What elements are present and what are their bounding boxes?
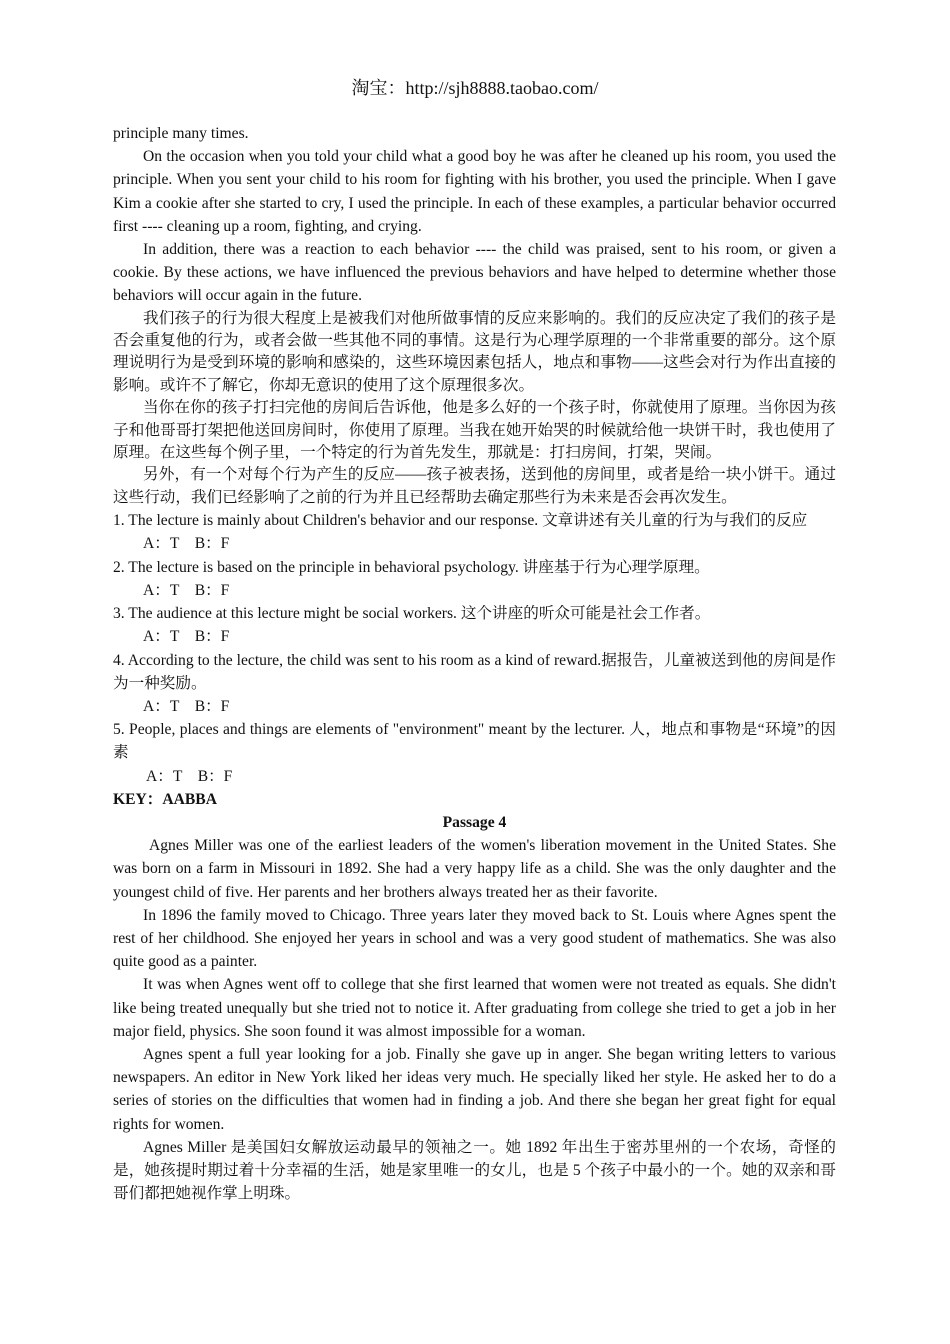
answer-key: KEY：AABBA [113,790,217,808]
paragraph: In 1896 the family moved to Chicago. Three years later they moved back to St. Louis where Agnes spent the rest of her childhood. She enjoyed her years in school and was a very good student of mathematics. She was also quite good as a painter. [113,906,836,971]
page-header: 淘宝：http://sjh8888.taobao.com/ [351,78,599,98]
paragraph: principle many times. [113,125,249,142]
paragraph: On the occasion when you told your child what a good boy he was after he cleaned up his room, you used the principle. When you sent your child to his room for fighting with his brother, you used the principle. When I gave Kim a cookie after she started to cry, I used the principle. In each of these examples, a particular behavior occurred first ---- cleaning up a room, fighting, and crying. [113,148,836,235]
chinese-paragraph: 我们孩子的行为很大程度上是被我们对他所做事情的反应来影响的。我们的反应决定了我们的孩子是否会重复他的行为，或者会做一些其他不同的事情。这是行为心理学原理的一个非常重要的部分。这个原理说明行为是受到环境的影响和感染的，这些环境因素包括人，地点和事物——这些会对行为作出直接的影响。或许不了解它，你却无意识的使用了这个原理很多次。 [113,309,836,394]
question-1: 1. The lecture is mainly about Children's behavior and our response. 文章讲述有关儿童的行为与我们的反应 [113,512,808,530]
chinese-paragraph: 当你在你的孩子打扫完他的房间后告诉他，他是多么好的一个孩子时，你就使用了原理。当你因为孩子和他哥哥打架把他送回房间时，你使用了原理。当我在她开始哭的时候就给他一块饼干时，我也使用了原理。在这些每个例子里，一个特定的行为首先发生，那就是：打扫房间，打架，哭闹。 [113,399,836,462]
question-2-options: A：T B：F [143,581,230,599]
question-3: 3. The audience at this lecture might be social workers. 这个讲座的听众可能是社会工作者。 [113,605,711,623]
chinese-paragraph: 另外，有一个对每个行为产生的反应——孩子被表扬，送到他的房间里，或者是给一块小饼干。通过这些行动，我们已经影响了之前的行为并且已经帮助去确定那些行为未来是否会再次发生。 [113,466,836,506]
question-5-options: A：T B：F [146,767,233,785]
question-3-options: A：T B：F [143,628,230,646]
paragraph: In addition, there was a reaction to each behavior ---- the child was praised, sent to his room, or given a cookie. By these actions, we have influenced the previous behaviors and have helped to determine whether those behaviors will occur again in the future. [113,241,836,305]
question-4-options: A：T B：F [143,697,230,715]
paragraph: Agnes Miller was one of the earliest leaders of the women's liberation movement in the United States. She was born on a farm in Missouri in 1892. She had a very happy life as a child. She was the only daughter and the youngest child of five. Her parents and her brothers always treated her as their favorite. [113,837,836,901]
passage-title: Passage 4 [442,813,507,831]
document-body [113,122,836,1205]
question-2: 2. The lecture is based on the principle in behavioral psychology. 讲座基于行为心理学原理。 [113,558,710,576]
question-1-options: A：T B：F [143,535,230,553]
paragraph: Agnes spent a full year looking for a job. Finally she gave up in anger. She began writing letters to various newspapers. An editor in New York liked her ideas very much. He specially liked her style. He asked her to do a series of stories on the difficulties that women had in finding a job. And there she began her great fight for equal rights for women. [113,1045,836,1133]
chinese-paragraph: Agnes Miller 是美国妇女解放运动最早的领袖之一。她 1892 年出生于密苏里州的一个农场，奇怪的是，她孩提时期过着十分幸福的生活，她是家里唯一的女儿，也是 5 个孩子中最小的一个。她的双亲和哥哥们都把她视作掌上明珠。 [113,1138,836,1203]
paragraph: It was when Agnes went off to college that she first learned that women were not treated as equals. She didn't like being treated unequally but she tried not to notice it. After graduating from college she tried to get a job in her major field, physics. She soon found it was almost impossible for a woman. [113,976,836,1040]
question-5: 5. People, places and things are elements of "environment" meant by the lecturer. 人，地点和事物是“环境”的因素 [113,721,836,762]
question-4: 4. According to the lecture, the child was sent to his room as a kind of reward.据报告，儿童被送到他的房间是作为一种奖励。 [113,651,836,692]
